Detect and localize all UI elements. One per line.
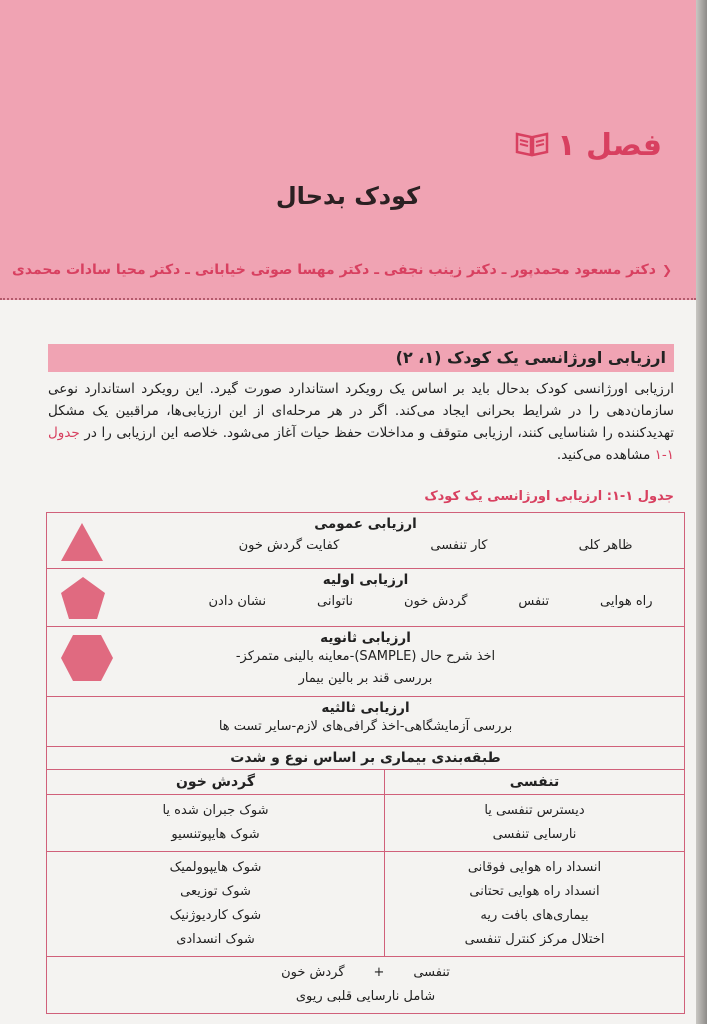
table-reference-link[interactable]: جدول ۱-۱ <box>48 425 674 463</box>
classification-title-row <box>47 747 685 770</box>
primary-assessment-row <box>47 569 685 627</box>
circulatory-item: شوک جبران شده یا <box>162 803 269 818</box>
paragraph-text: ارزیابی اورژانسی کودک بدحال باید بر اساس یک رویکرد استاندارد صورت گیرد. این رویکرد استاندارد نوعی سازمان‌دهی را در شرایط بحرانی ایجاد می‌کند. اگر در هر مرحله‌ای از این ارزیابی‌ها، مراقبین یک مشکل تهدیدکننده را شناسایی کنند، ارزیابی متوقف و مداخلات حفظ حیات آغاز می‌شود. خلاصه این ارزیابی را در <box>48 381 675 441</box>
respiratory-item: اختلال مرکز کنترل تنفسی <box>464 932 605 947</box>
authors-line <box>12 262 672 278</box>
severity-row <box>47 795 685 852</box>
combined-circulatory: گردش خون <box>281 965 345 980</box>
secondary-line: اخذ شرح حال (SAMPLE)-معاینه بالینی متمرکز- <box>235 649 496 664</box>
general-assessment-row <box>47 513 685 569</box>
tertiary-assessment-title: ارزیابی ثالثیه <box>321 700 410 716</box>
intro-paragraph <box>48 378 674 466</box>
circulatory-item: شوک هایپوتنسیو <box>171 827 260 842</box>
circulatory-item: شوک کاردیوژنیک <box>169 908 262 923</box>
respiratory-item: دیسترس تنفسی یا <box>484 803 585 818</box>
chapter-number: فصل ۱ <box>557 128 662 163</box>
table-caption: جدول ۱-۱: ارزیابی اورژانسی یک کودک <box>424 489 674 504</box>
general-assessment-title: ارزیابی عمومی <box>314 516 417 532</box>
primary-item: راه هوایی <box>600 594 653 609</box>
paragraph-tail: مشاهده می‌کنید. <box>556 447 655 463</box>
tertiary-assessment-row <box>47 697 685 747</box>
chapter-title: کودک بدحال <box>275 182 421 210</box>
circulatory-item: شوک هایپوولمیک <box>169 860 262 875</box>
type-row <box>47 852 685 957</box>
circulatory-header: گردش خون <box>47 770 385 795</box>
respiratory-item: انسداد راه هوایی تحتانی <box>469 884 600 899</box>
circulatory-item: شوک انسدادی <box>176 932 255 947</box>
primary-item: تنفس <box>518 594 550 609</box>
general-item: ظاهر کلی <box>578 538 633 553</box>
primary-assessment-title: ارزیابی اولیه <box>322 572 409 588</box>
book-icon <box>515 129 549 162</box>
respiratory-item: انسداد راه هوایی فوقانی <box>467 860 602 875</box>
respiratory-header: تنفسی <box>385 770 685 795</box>
authors-text: دکتر مسعود محمدپور ـ دکتر زینب نجفی ـ دکتر مهسا صوتی خیابانی ـ دکتر محیا سادات محمدی <box>12 262 656 278</box>
chapter-header <box>0 0 696 300</box>
triangle-icon <box>59 521 105 563</box>
combined-respiratory: تنفسی <box>413 965 450 980</box>
assessment-table <box>46 512 685 1014</box>
secondary-assessment-row <box>47 627 685 697</box>
primary-item: ناتوانی <box>317 594 354 609</box>
general-item: کار تنفسی <box>430 538 488 553</box>
combined-description: شامل نارسایی قلبی ریوی <box>295 989 436 1004</box>
chapter-label <box>515 128 662 163</box>
primary-item: گردش خون <box>403 594 468 609</box>
circulatory-item: شوک توزیعی <box>180 884 251 899</box>
tertiary-line: بررسی آزمایشگاهی-اخذ گرافی‌های لازم-سایر تست ها <box>218 719 513 734</box>
column-header-row <box>47 770 685 795</box>
combined-row <box>47 957 685 1014</box>
respiratory-item: نارسایی تنفسی <box>492 827 577 842</box>
section-heading: ارزیابی اورژانسی یک کودک (۱، ۲) <box>48 344 674 372</box>
general-item: کفایت گردش خون <box>238 538 340 553</box>
secondary-line: بررسی قند بر بالین بیمار <box>298 671 433 686</box>
hexagon-icon <box>59 633 115 683</box>
page-binding <box>696 0 707 1024</box>
respiratory-item: بیماری‌های بافت ریه <box>480 908 589 923</box>
secondary-assessment-title: ارزیابی ثانویه <box>320 630 411 646</box>
pentagon-icon <box>59 575 107 621</box>
primary-item: نشان دادن <box>208 594 267 609</box>
classification-title: طبقه‌بندی بیماری بر اساس نوع و شدت <box>47 747 685 770</box>
combined-line <box>47 961 684 985</box>
plus-icon: + <box>373 965 385 980</box>
chevron-left-icon: ❮ <box>661 263 672 277</box>
